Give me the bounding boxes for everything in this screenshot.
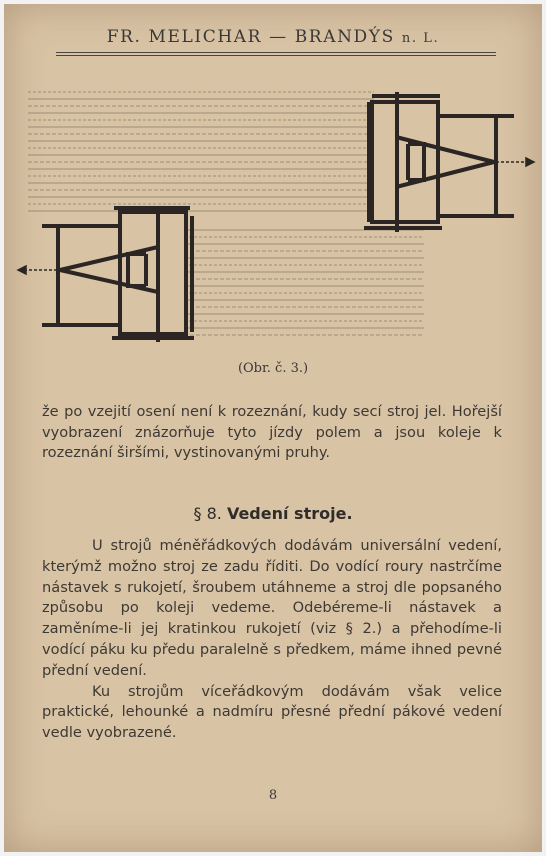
paragraph-1: že po vzejití osení není k rozeznání, kudy secí stroj jel. Hořejší vyobrazení znázorňuje tyto jízdy polem a jsou koleje k rozeznání širšími, vystinovanými pruhy.	[42, 403, 502, 461]
section-body	[42, 536, 502, 744]
running-header	[4, 27, 542, 47]
paragraph-continuation	[42, 402, 502, 464]
seed-drill-track-figure	[4, 82, 542, 352]
upper-seed-drill	[364, 92, 514, 232]
upper-track-stripes	[28, 92, 374, 211]
upper-direction-arrow	[496, 158, 534, 166]
header-rule-bottom	[56, 55, 496, 56]
header-place-suffix: n. L.	[401, 31, 440, 46]
header-rule-top	[56, 52, 496, 53]
paragraph-2: U strojů méněřádkových dodávám universální vedení, kterýmž možno stroj ze zadu říditi. Do vodící roury nastrčíme nástavek s rukojetí, šroubem utáhneme a stroj dle popsaného způsobu po koleji vedeme. Odebéreme-li nástavek a zaměníme-li jej kratinkou rukojetí (viz § 2.) a přehodíme-li vodící páku ku předu paralelně s předkem, máme ihned pevné přední vedení.	[42, 537, 502, 679]
lower-direction-arrow	[18, 266, 58, 274]
section-heading	[4, 504, 542, 523]
header-author: FR. MELICHAR	[106, 27, 263, 47]
header-dash: —	[269, 27, 288, 47]
section-title: Vedení stroje.	[226, 504, 353, 523]
lower-track-stripes	[184, 230, 424, 335]
lower-seed-drill	[42, 206, 194, 342]
header-place: BRANDÝS	[294, 27, 395, 47]
book-page	[4, 4, 542, 852]
paragraph-3: Ku strojům víceřádkovým dodávám však velice praktické, lehounké a nadmíru přesné přední pákové vedení vedle vyobrazené.	[42, 682, 502, 742]
page-number: 8	[268, 788, 278, 803]
section-number: § 8.	[193, 504, 222, 523]
figure-caption: (Obr. č. 3.)	[237, 361, 309, 376]
